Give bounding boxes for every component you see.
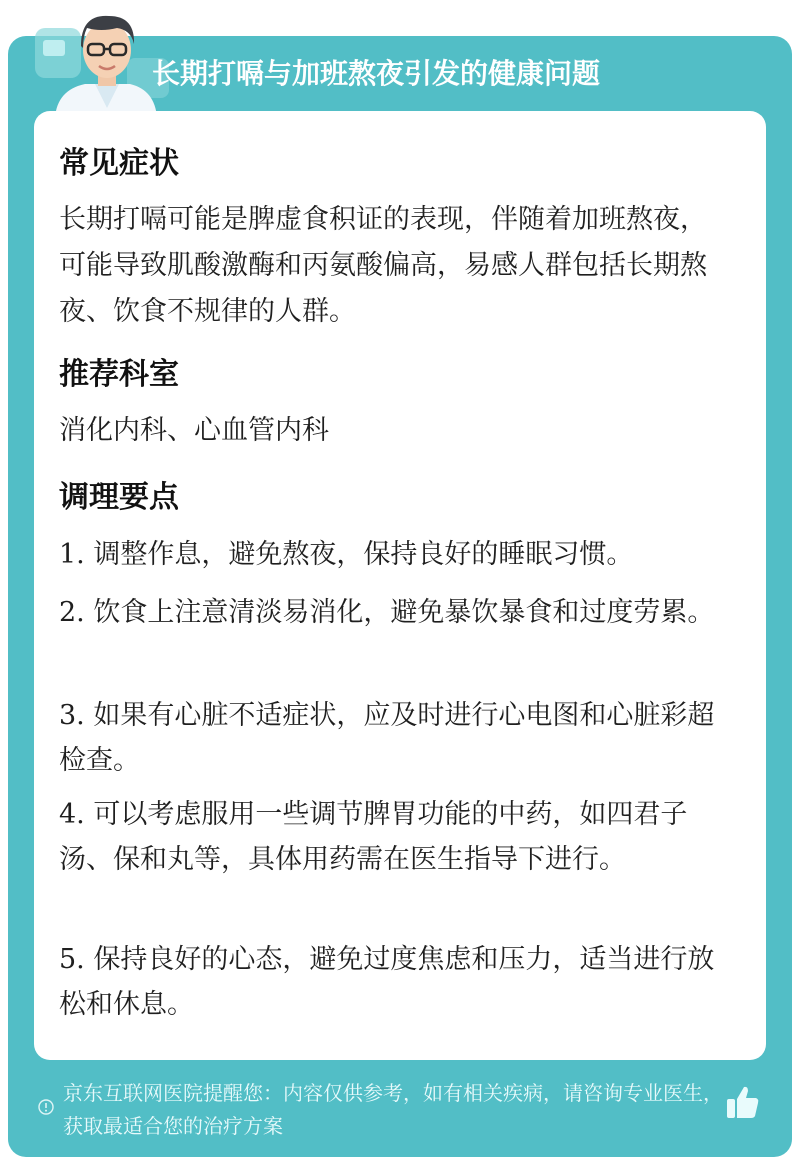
care-item-text: 保持良好的心态，避免过度焦虑和压力，适当进行放松和休息。: [59, 944, 715, 1020]
disclaimer-text: 京东互联网医院提醒您：内容仅供参考，如有相关疾病，请咨询专业医生，获取最适合您的治疗方案: [63, 1081, 723, 1138]
thumbs-up-icon[interactable]: [726, 1084, 760, 1120]
care-item: [59, 590, 734, 635]
care-item-text: 可以考虑服用一些调节脾胃功能的中药，如四君子汤、保和丸等，具体用药需在医生指导下进行。: [59, 799, 688, 875]
care-item-text: 调整作息，避免熬夜，保持良好的睡眠习惯。: [93, 539, 634, 570]
care-item-number: 1.: [59, 539, 85, 570]
care-item: [59, 792, 734, 882]
care-item-text: 如果有心脏不适症状，应及时进行心电图和心脏彩超检查。: [59, 700, 715, 776]
section-title-department: 推荐科室: [59, 357, 179, 392]
care-item-number: 5.: [59, 944, 85, 975]
section-title-care: 调理要点: [59, 480, 179, 515]
care-item: [59, 937, 734, 1027]
care-item: [59, 532, 734, 577]
care-item-number: 4.: [59, 799, 85, 830]
care-item-number: 2.: [59, 597, 85, 628]
care-item-number: 3.: [59, 700, 85, 731]
care-item: [59, 693, 734, 783]
info-icon: [38, 1099, 54, 1115]
content-panel: [34, 111, 766, 1060]
department-text: 消化内科、心血管内科: [59, 415, 329, 446]
symptoms-text: 长期打嗝可能是脾虚食积证的表现，伴随着加班熬夜，可能导致肌酸激酶和丙氨酸偏高，易感人群包括长期熬夜、饮食不规律的人群。: [59, 204, 707, 327]
care-item-text: 饮食上注意清淡易消化，避免暴饮暴食和过度劳累。: [93, 597, 715, 628]
page-title: 长期打嗝与加班熬夜引发的健康问题: [152, 57, 601, 90]
section-title-symptoms: 常见症状: [59, 146, 179, 181]
